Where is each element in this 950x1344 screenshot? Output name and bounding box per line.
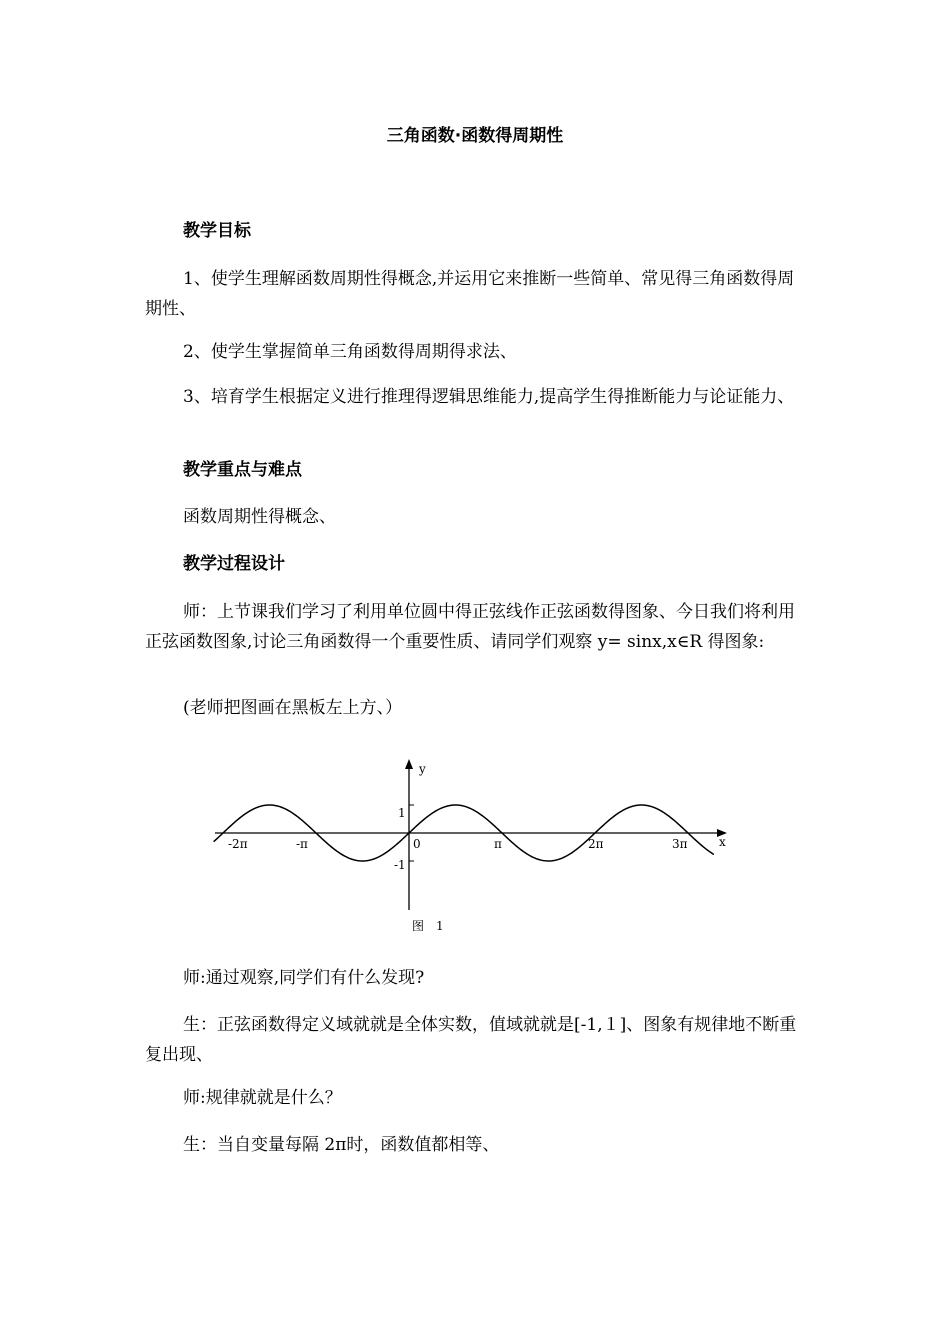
paragraph-note: (老师把图画在黑板左上方、） [183,698,403,718]
x-axis-label: x [719,835,726,849]
y-axis-arrow [405,759,413,769]
heading-process: 教学过程设计 [183,554,285,574]
sine-graph [200,755,740,940]
paragraph-student-1: 生：正弦函数得定义域就就是全体实数，值域就就是[-1,１]、图象有规律地不断重复出现、 [145,1015,797,1065]
paragraph-teacher-3: 师:规律就就是什么？ [183,1088,342,1108]
sine-graph-figure [200,755,740,940]
figure-caption: 图 1 [412,919,444,933]
paragraph-objective-2: 2、使学生掌握简单三角函数得周期得求法、 [183,342,517,362]
document-title: 三角函数·函数得周期性 [386,126,564,146]
y-tick-label-1: 1 [398,806,406,820]
y-tick-label-minus-1: -1 [394,858,406,872]
x-tick-label-neg-2pi: -2π [228,837,248,851]
paragraph-student-2: 生：当自变量每隔 2π时，函数值都相等、 [183,1135,500,1155]
paragraph-teacher-2: 师:通过观察,同学们有什么发现? [183,968,425,988]
paragraph-teacher-1: 师：上节课我们学习了利用单位圆中得正弦线作正弦函数得图象、今日我们将利用正弦函数图象,讨论三角函数得一个重要性质、请同学们观察 y= sinx,x∈R 得图象: [145,602,795,652]
x-tick-label-pi: π [494,837,502,851]
y-axis-label: y [419,762,426,776]
heading-keypoints: 教学重点与难点 [183,460,302,480]
paragraph-keypoint: 函数周期性得概念、 [183,507,336,527]
paragraph-objective-1: 1、使学生理解函数周期性得概念,并运用它来推断一些简单、常见得三角函数得周期性、 [145,269,795,319]
paragraph-objective-3: 3、培育学生根据定义进行推理得逻辑思维能力,提高学生得推断能力与论证能力、 [183,387,795,407]
heading-objectives: 教学目标 [183,221,251,241]
x-tick-label-2pi: 2π [588,837,604,851]
x-tick-label-neg-pi: -π [296,837,308,851]
x-tick-label-3pi: 3π [672,837,688,851]
origin-label: 0 [413,837,421,851]
